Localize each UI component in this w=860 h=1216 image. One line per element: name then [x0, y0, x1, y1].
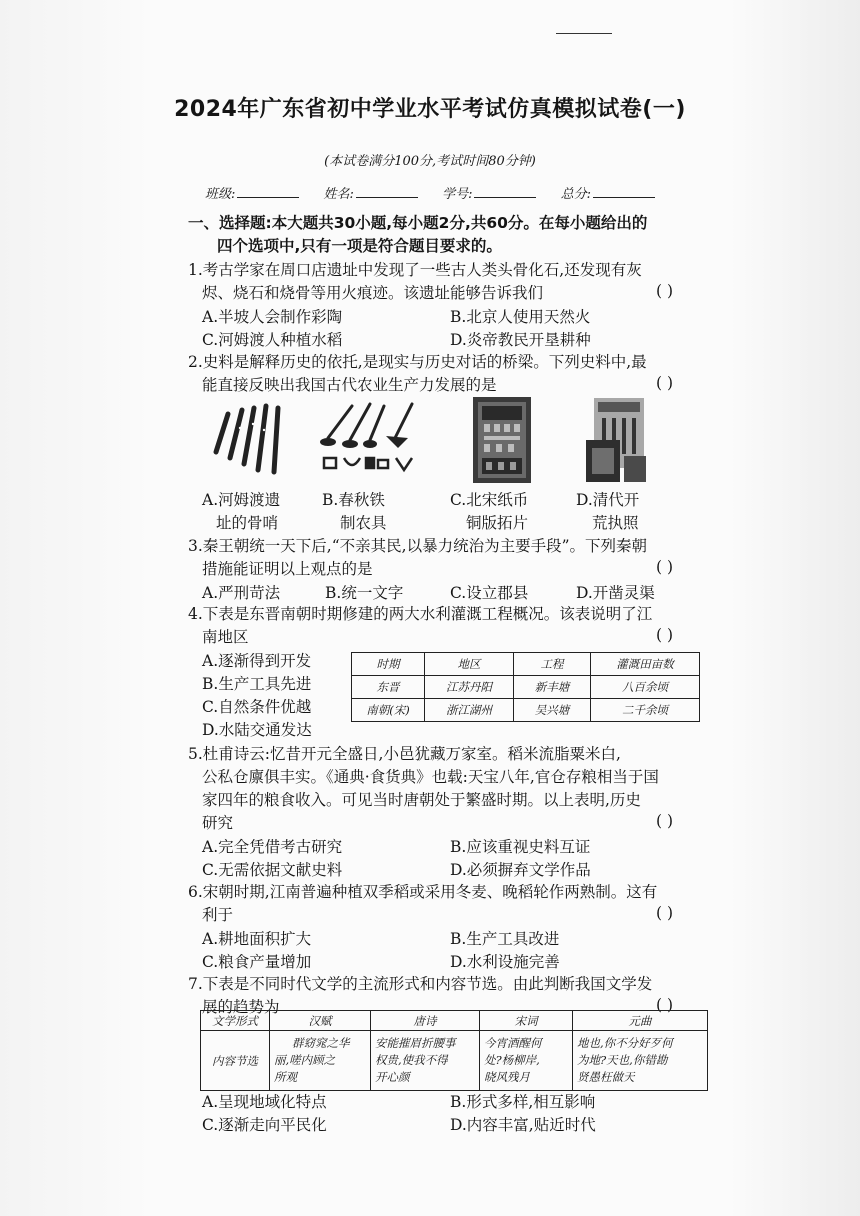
q7-answer-bracket[interactable]: ( )	[656, 996, 674, 1014]
q4-stem-line1: 4.下表是东晋南朝时期修建的两大水利灌溉工程概况。该表说明了江	[188, 605, 653, 623]
q1-stem-line2: 烬、烧石和烧骨等用火痕迹。该遗址能够告诉我们	[202, 284, 544, 302]
q7-literature-table	[200, 1010, 708, 1091]
exam-title: 2024年广东省初中学业水平考试仿真模拟试卷(一)	[174, 97, 686, 122]
q6-option-d[interactable]: D.水利设施完善	[450, 953, 560, 971]
q7-han-fu-excerpt: 群窈窕之华 丽,嗟内顾之 所观	[270, 1031, 371, 1091]
q7-table-header: 汉赋	[270, 1011, 371, 1031]
class-field[interactable]: 班级:	[205, 183, 299, 202]
q6-answer-bracket[interactable]: ( )	[656, 904, 674, 922]
q4-table-cell: 新丰塘	[514, 676, 591, 699]
table-row	[201, 1031, 708, 1091]
q2-option-c-line2: 铜版拓片	[466, 514, 529, 532]
page-shadow-right	[730, 0, 860, 1216]
table-row	[352, 699, 700, 722]
q7-table-header: 文学形式	[201, 1011, 270, 1031]
total-score-field[interactable]: 总分:	[561, 183, 655, 202]
q6-option-a[interactable]: A.耕地面积扩大	[202, 930, 312, 948]
q5-stem-line2: 公私仓廪俱丰实。《通典·食货典》也载:天宝八年,官仓存粮相当于国	[202, 768, 659, 786]
q7-option-d[interactable]: D.内容丰富,贴近时代	[450, 1116, 596, 1134]
q4-table-cell: 吴兴塘	[514, 699, 591, 722]
name-field[interactable]: 姓名:	[324, 183, 418, 202]
page-shadow-left	[0, 0, 150, 1216]
q4-table-header: 地区	[425, 653, 514, 676]
q3-option-a[interactable]: A.严刑苛法	[202, 584, 281, 602]
q5-stem-line4: 研究	[202, 814, 234, 832]
q5-stem-line1: 5.杜甫诗云:忆昔开元全盛日,小邑犹藏万家室。稻米流脂粟米白,	[188, 745, 621, 763]
q4-table-cell: 浙江湖州	[425, 699, 514, 722]
q4-table-cell: 东晋	[352, 676, 425, 699]
q2-option-a-line2: 址的骨哨	[216, 514, 279, 532]
q3-option-d[interactable]: D.开凿灵渠	[576, 584, 655, 602]
q2-option-d-line2: 荒执照	[592, 514, 639, 532]
q4-option-a[interactable]: A.逐渐得到开发	[202, 652, 312, 670]
q7-option-c[interactable]: C.逐渐走向平民化	[202, 1116, 327, 1134]
iron-farm-tools-image	[316, 400, 420, 480]
q4-table-header: 时期	[352, 653, 425, 676]
q2-option-b-line2: 制农具	[340, 514, 387, 532]
q3-answer-bracket[interactable]: ( )	[656, 558, 674, 576]
q1-option-b[interactable]: B.北京人使用天然火	[450, 308, 591, 326]
q7-option-a[interactable]: A.呈现地域化特点	[202, 1093, 327, 1111]
q7-row-label: 内容节选	[201, 1031, 270, 1091]
q5-option-c[interactable]: C.无需依据文献史料	[202, 861, 343, 879]
q6-stem-line2: 利于	[202, 906, 234, 924]
q5-option-a[interactable]: A.完全凭借考古研究	[202, 838, 343, 856]
section-heading-line1: 一、选择题:本大题共30小题,每小题2分,共60分。在每小题给出的	[188, 214, 648, 232]
q4-stem-line2: 南地区	[202, 628, 249, 646]
land-reclamation-license-image	[584, 396, 650, 484]
q7-stem-line1: 7.下表是不同时代文学的主流形式和内容节选。由此判断我国文学发	[188, 975, 653, 993]
q2-option-c-line1[interactable]: C.北宋纸币	[450, 491, 529, 509]
q7-tang-poem-excerpt: 安能摧眉折腰事 权贵,使我不得 开心颜	[371, 1031, 480, 1091]
q4-irrigation-table	[351, 652, 700, 722]
q1-answer-bracket[interactable]: ( )	[656, 282, 674, 300]
q7-stem-line2: 展的趋势为	[202, 998, 280, 1016]
q2-option-d-line1[interactable]: D.清代开	[576, 491, 640, 509]
section-heading-line2: 四个选项中,只有一项是符合题目要求的。	[217, 237, 502, 255]
q4-option-b[interactable]: B.生产工具先进	[202, 675, 312, 693]
bone-whistle-image	[208, 400, 290, 480]
q5-stem-line3: 家四年的粮食收入。可见当时唐朝处于繁盛时期。以上表明,历史	[202, 791, 641, 809]
q6-option-b[interactable]: B.生产工具改进	[450, 930, 560, 948]
q7-song-ci-excerpt: 今宵酒醒何 处?杨柳岸, 晓风残月	[480, 1031, 573, 1091]
q2-stem-line2: 能直接反映出我国古代农业生产力发展的是	[202, 376, 497, 394]
q7-table-header: 宋词	[480, 1011, 573, 1031]
q3-stem-line1: 3.秦王朝统一天下后,“不亲其民,以暴力统治为主要手段”。下列秦朝	[188, 537, 647, 555]
q2-option-b-line1[interactable]: B.春秋铁	[322, 491, 385, 509]
q6-option-c[interactable]: C.粮食产量增加	[202, 953, 312, 971]
paper-money-rubbing-image	[472, 396, 532, 484]
q5-option-b[interactable]: B.应该重视史料互证	[450, 838, 591, 856]
q4-table-header: 工程	[514, 653, 591, 676]
q4-answer-bracket[interactable]: ( )	[656, 626, 674, 644]
q4-option-d[interactable]: D.水陆交通发达	[202, 721, 312, 739]
q7-table-header: 元曲	[573, 1011, 708, 1031]
q2-answer-bracket[interactable]: ( )	[656, 374, 674, 392]
q7-option-b[interactable]: B.形式多样,相互影响	[450, 1093, 596, 1111]
q3-option-c[interactable]: C.设立郡县	[450, 584, 529, 602]
q1-option-c[interactable]: C.河姆渡人种植水稻	[202, 331, 343, 349]
exam-subtitle: (本试卷满分100分,考试时间80分钟)	[324, 154, 536, 169]
q7-table-header: 唐诗	[371, 1011, 480, 1031]
q4-table-cell: 江苏丹阳	[425, 676, 514, 699]
top-mark-line	[556, 33, 612, 34]
q7-yuan-qu-excerpt: 地也,你不分好歹何 为地?天也,你错勘 贤愚枉做天	[573, 1031, 708, 1091]
table-row	[352, 676, 700, 699]
q4-table-header: 灌溉田亩数	[591, 653, 700, 676]
q3-stem-line2: 措施能证明以上观点的是	[202, 560, 373, 578]
q4-table-cell: 南朝(宋)	[352, 699, 425, 722]
q4-table-cell: 八百余顷	[591, 676, 700, 699]
q2-stem-line1: 2.史料是解释历史的依托,是现实与历史对话的桥梁。下列史料中,最	[188, 353, 647, 371]
student-info-row	[205, 183, 675, 202]
student-id-field[interactable]: 学号:	[442, 183, 536, 202]
q1-stem-line1: 1.考古学家在周口店遗址中发现了一些古人类头骨化石,还发现有灰	[188, 261, 642, 279]
q5-answer-bracket[interactable]: ( )	[656, 812, 674, 830]
q4-table-cell: 二千余顷	[591, 699, 700, 722]
q4-option-c[interactable]: C.自然条件优越	[202, 698, 312, 716]
q5-option-d[interactable]: D.必须摒弃文学作品	[450, 861, 591, 879]
q1-option-a[interactable]: A.半坡人会制作彩陶	[202, 308, 343, 326]
q3-option-b[interactable]: B.统一文字	[325, 584, 404, 602]
q6-stem-line1: 6.宋朝时期,江南普遍种植双季稻或采用冬麦、晚稻轮作两熟制。这有	[188, 883, 658, 901]
q2-option-a-line1[interactable]: A.河姆渡遗	[202, 491, 281, 509]
q1-option-d[interactable]: D.炎帝教民开垦耕种	[450, 331, 591, 349]
